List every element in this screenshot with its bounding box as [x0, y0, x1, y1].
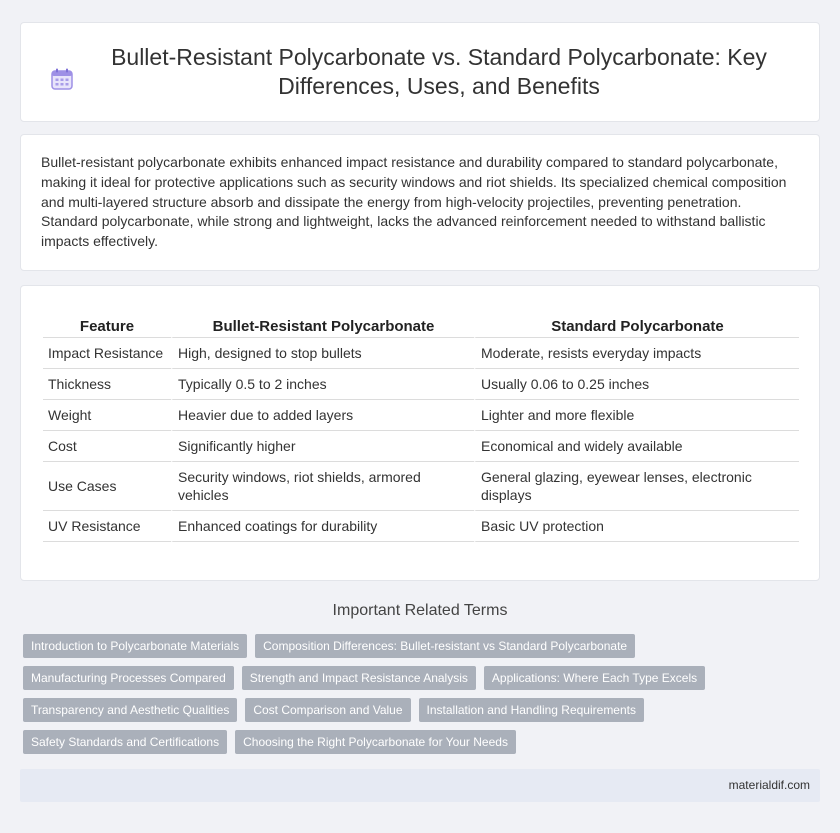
table-row: [43, 462, 799, 511]
row-feature-cell: UV Resistance: [43, 511, 171, 542]
intro-paragraph: Bullet-resistant polycarbonate exhibits enhanced impact resistance and durability compared to standard polycarbonate, making it ideal for protective applications such as security windows and riot shields. Its specialized chemical composition and multi-layered structure absorb and dissipate the energy from high-velocity projectiles, preventing penetration. Standard polycarbonate, while strong and lightweight, lacks the advanced reinforcement needed to withstand ballistic impacts effectively.: [41, 154, 787, 250]
row-bullet-cell: Significantly higher: [171, 431, 474, 462]
table-row: [43, 400, 799, 431]
row-standard-cell: Economical and widely available: [474, 431, 799, 462]
row-standard-cell: Lighter and more flexible: [474, 400, 799, 431]
related-term-tag[interactable]: Choosing the Right Polycarbonate for Your Needs: [235, 730, 516, 754]
related-term-tag[interactable]: Composition Differences: Bullet-resistant vs Standard Polycarbonate: [255, 634, 635, 658]
row-feature-cell: Weight: [43, 400, 171, 431]
header-bullet-resistant: Bullet-Resistant Polycarbonate: [171, 312, 474, 338]
footer-site-link[interactable]: materialdif.com: [728, 778, 810, 792]
row-feature-cell: Impact Resistance: [43, 338, 171, 369]
row-bullet-cell: Security windows, riot shields, armored vehicles: [171, 462, 474, 511]
row-bullet-cell: Typically 0.5 to 2 inches: [171, 369, 474, 400]
related-terms-heading: Important Related Terms: [332, 602, 508, 619]
comparison-table: [43, 312, 799, 542]
related-term-tag[interactable]: Installation and Handling Requirements: [419, 698, 644, 722]
related-term-tag[interactable]: Strength and Impact Resistance Analysis: [242, 666, 476, 690]
row-bullet-cell: Heavier due to added layers: [171, 400, 474, 431]
header-feature: Feature: [43, 312, 171, 338]
table-row: [43, 431, 799, 462]
row-standard-cell: Usually 0.06 to 0.25 inches: [474, 369, 799, 400]
calendar-grid-icon: [51, 68, 73, 90]
intro-card: [20, 134, 820, 271]
row-feature-cell: Thickness: [43, 369, 171, 400]
row-standard-cell: Moderate, resists everyday impacts: [474, 338, 799, 369]
header-standard: Standard Polycarbonate: [474, 312, 799, 338]
comparison-table-card: [20, 285, 820, 581]
table-row: [43, 338, 799, 369]
title-card: [20, 22, 820, 122]
related-term-tag[interactable]: Cost Comparison and Value: [245, 698, 410, 722]
table-row: [43, 511, 799, 542]
title-wrap: [40, 43, 800, 101]
row-standard-cell: General glazing, eyewear lenses, electronic displays: [474, 462, 799, 511]
row-standard-cell: Basic UV protection: [474, 511, 799, 542]
related-term-tag[interactable]: Manufacturing Processes Compared: [23, 666, 234, 690]
row-bullet-cell: Enhanced coatings for durability: [171, 511, 474, 542]
table-header-row: [43, 312, 799, 338]
footer: [20, 769, 820, 802]
related-term-tag[interactable]: Introduction to Polycarbonate Materials: [23, 634, 247, 658]
row-bullet-cell: High, designed to stop bullets: [171, 338, 474, 369]
table-row: [43, 369, 799, 400]
related-term-tag[interactable]: Transparency and Aesthetic Qualities: [23, 698, 237, 722]
page-title: Bullet-Resistant Polycarbonate vs. Standard Polycarbonate: Key Differences, Uses, and Benefits: [111, 44, 767, 99]
related-terms-list: [23, 634, 818, 762]
row-feature-cell: Use Cases: [43, 462, 171, 511]
related-term-tag[interactable]: Applications: Where Each Type Excels: [484, 666, 705, 690]
row-feature-cell: Cost: [43, 431, 171, 462]
related-term-tag[interactable]: Safety Standards and Certifications: [23, 730, 227, 754]
